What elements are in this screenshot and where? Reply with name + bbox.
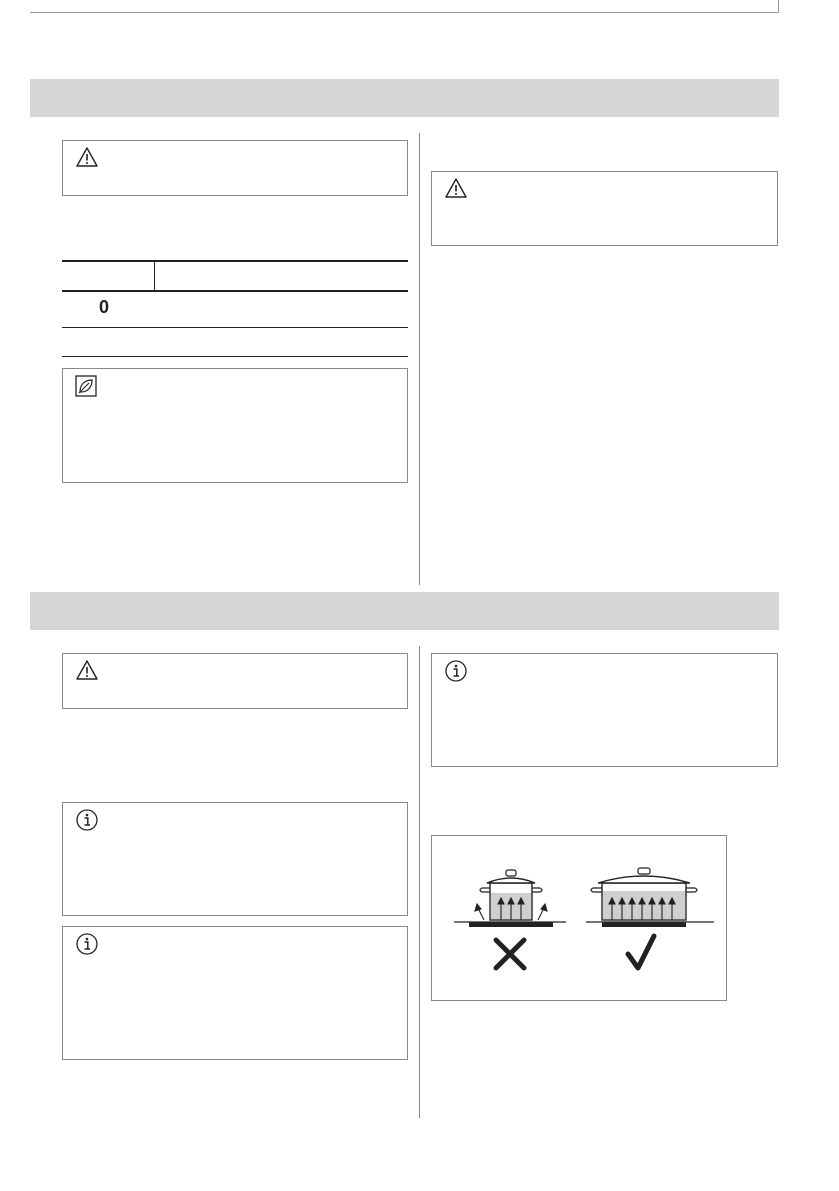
page-top-tick xyxy=(778,0,779,13)
warning-triangle-icon xyxy=(75,659,99,681)
eco-box xyxy=(62,368,408,483)
info-circle-icon xyxy=(75,808,99,832)
table-top-rule xyxy=(62,260,408,262)
check-mark-icon xyxy=(628,936,654,968)
table-header-rule xyxy=(62,290,408,292)
section-header-band-1 xyxy=(30,79,779,117)
info-circle-icon xyxy=(444,659,468,683)
page-top-rule xyxy=(30,12,779,13)
warning-box-3 xyxy=(62,653,408,709)
warning-triangle-icon xyxy=(75,146,99,168)
leaf-icon xyxy=(75,375,97,397)
cross-mark-icon xyxy=(496,940,524,968)
column-divider-2 xyxy=(419,646,420,1118)
table-header-col-divider xyxy=(154,260,156,290)
small-pot-wrong xyxy=(454,870,566,968)
correct-pot-right xyxy=(586,868,714,968)
info-circle-icon xyxy=(75,932,99,956)
warning-box-2 xyxy=(431,171,778,246)
info-box-3 xyxy=(431,653,778,767)
column-divider-1 xyxy=(419,133,420,585)
power-zero-symbol: 0 xyxy=(98,297,109,317)
section-header-band-2 xyxy=(30,592,779,630)
warning-box-1 xyxy=(62,140,408,196)
table-row-rule-2 xyxy=(62,356,408,357)
info-box-2 xyxy=(62,926,408,1060)
cookware-illustration xyxy=(431,835,727,1001)
warning-triangle-icon xyxy=(444,177,468,199)
table-row-rule-1 xyxy=(62,327,408,328)
pot-comparison-figure xyxy=(432,836,726,1000)
info-box-1 xyxy=(62,802,408,916)
